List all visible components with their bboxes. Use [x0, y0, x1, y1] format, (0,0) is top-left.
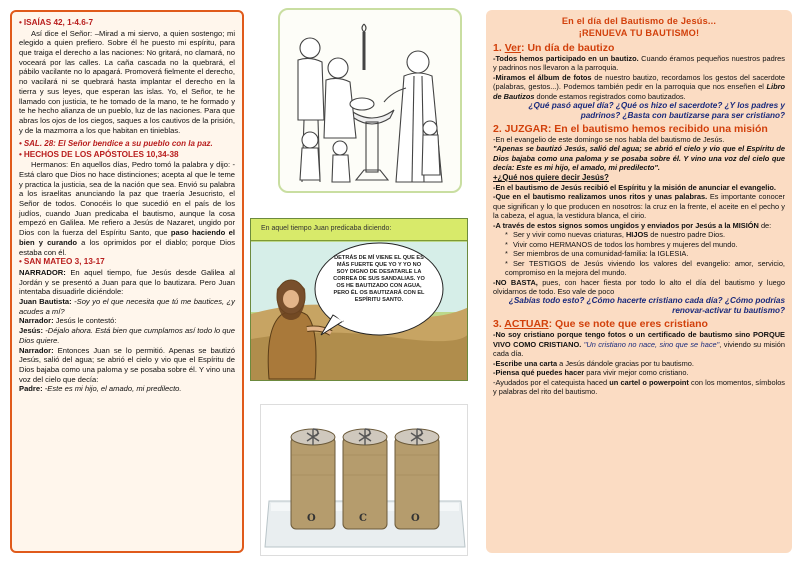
readings-panel	[10, 10, 244, 553]
ver-paragraph-2: -Miramos el álbum de fotos de nuestro bautizo, recordamos los gestos del sacerdote (palabras, gestos...). Podemos también pedir en la parroquia que nos enseñen el Libro de Bautizos donde estamos registrados como bautizados.	[493, 72, 785, 101]
gospel-line-narrador-3: Narrador: Entonces Juan se lo permitió. Apenas se bautizó Jesús, salió del agua; se abrió el cielo y vio que el Espíritu de Dios bajaba como una paloma y se posaba sobre él. Y vino una voz del cielo que decía:	[19, 345, 235, 384]
mission-item-4: * Ser TESTIGOS de Jesús viviendo los valores del evangelio: amor, servicio, compromiso en la mejora del mundo.	[505, 258, 785, 278]
juzgar-subheading: +¿Qué nos quiere decir Jesús?	[493, 172, 609, 182]
salmo-heading: • SAL. 28: El Señor bendice a su pueblo con la paz.	[19, 139, 213, 149]
comic-caption: En aquel tiempo Juan predicaba diciendo:	[251, 219, 467, 241]
mission-item-1: * Ser y vivir como nuevas criaturas, HIJOS de nuestro padre Dios.	[505, 230, 725, 240]
section-juzgar-heading: 2. JUZGAR: En el bautismo hemos recibido una misión	[493, 122, 768, 135]
vessel-label-2: C	[359, 513, 367, 524]
oil-vessels	[261, 405, 468, 556]
actuar-paragraph-1: -No soy cristiano porque tengo fotos o un certificado de bautismo sino PORQUE VIVO COMO CRISTIANO. "Un cristiano no nace, sino que se hace", viviendo su misión cada día.	[493, 330, 785, 359]
hechos-text: Hermanos: En aquellos días, Pedro tomó la palabra y dijo: - Está claro que Dios no hace distinciones; acepta al que le teme y practica la justicia, sea de la nación que sea. Envió su palabra a los israelitas anunciando la paz que traería Jesucristo, el Señor de todos. Conocéis lo que sucedió en el país de los judíos, cuando Juan predicaba el bautismo, aunque la cosa empezó en Galilea. Me refiero a Jesús de Nazaret, ungido por Dios con la fuerza del Espíritu Santo, que paso haciendo el bien y curando a los oprimidos por el diablo; porque Dios estaba con él.	[19, 160, 235, 257]
mission-item-3: * Ser miembros de una comunidad-familia: la IGLESIA.	[505, 249, 689, 259]
gospel-line-narrador: NARRADOR: En aquel tiempo, fue Jesús desde Galilea al Jordán y se presentó a Juan para que lo bautizara. Pero Juan intentaba disuadirle diciéndole:	[19, 267, 235, 297]
speech-bubble-text: DETRÁS DE MÍ VIENE EL QUE ES MÁS FUERTE QUE YO Y YO NO SOY DIGNO DE DESATARLE LA CORREA DE SUS SANDALIAS. YO OS HE BAUTIZADO CON AGUA, PERO ÉL OS BAUTIZARÁ CON EL ESPÍRITU SANTO.	[333, 255, 425, 303]
panel-title: En el día del Bautismo de Jesús... ¡RENUEVA TU BAUTISMO!	[561, 16, 717, 39]
gospel-line-jesus: Jesús: -Déjalo ahora. Está bien que cumplamos así todo lo que Dios quiere.	[19, 326, 235, 345]
actuar-paragraph-2: -Escribe una carta a Jesús dándole gracias por tu bautismo.	[493, 358, 694, 368]
john-baptist-comic	[250, 218, 468, 381]
vessel-label-3: O	[411, 513, 420, 524]
ver-paragraph-1: -Todos hemos participado en un bautizo. Cuando éramos pequeños nuestros padres y padrinos nos llevaron a la parroquia.	[493, 53, 785, 73]
juzgar-paragraph-2: -En el bautismo de Jesús recibió el Espíritu y la misión de anunciar el evangelio.	[493, 182, 776, 192]
vessel-label-1: O	[307, 513, 316, 524]
juzgar-paragraph-5: -NO BASTA, pues, con hacer fiesta por todo lo alto el día del bautismo y luego olvidarnos de todo. Eso vale de poco	[493, 277, 786, 296]
actuar-paragraph-4: -Ayudados por el catequista haced un cartel o powerpoint con los momentos, símbolos y palabras del rito del bautismo.	[493, 377, 786, 397]
juzgar-questions: ¿Sabías todo esto? ¿Cómo hacerte cristiano cada día? ¿Cómo podrías renovar-activar tu bautismo?	[508, 296, 785, 316]
hechos-heading: • HECHOS DE LOS APÓSTOLES 10,34-38	[19, 149, 179, 159]
gospel-line-padre: Padre: -Este es mi hijo, el amado, mi predilecto.	[19, 384, 182, 394]
mission-item-2: * Vivir como HERMANOS de todos los hombres y mujeres del mundo.	[505, 239, 738, 249]
gospel-line-narrador-2: Narrador: Jesús le contestó:	[19, 316, 117, 326]
section-ver-heading: 1. Ver: Un día de bautizo	[493, 41, 615, 54]
juzgar-paragraph-1: -En el evangelio de este domingo se nos habla del bautismo de Jesús.	[493, 135, 725, 144]
actuar-paragraph-3: -Piensa qué puedes hacer para vivir mejor como cristiano.	[493, 368, 689, 378]
isaias-text: Así dice el Señor: –Mirad a mi siervo, a quien sostengo; mi elegido a quien prefiero. Sobre él he puesto mi espíritu, para que traiga el derecho a las naciones: No gritará, no clamará, no voceará por las calles. La caña cascada no la quebrará, el pábilo vacilante no lo apagará. Promoverá fielmente el derecho, no vacilará ni se quebrará hasta implantar el derecho en la tierra y sus leyes, que esperan las islas. Yo, el Señor, te he llamado con justicia, te he tomado de la mano, te he formado y te he hecho alianza de un pueblo, luz de las naciones. Para que abras los ojos de los ciegos, saques a los cautivos de la prisión, y de la mazmorra a los que habitan en tinieblas.	[19, 28, 235, 135]
mateo-heading: • SAN MATEO 3, 13-17	[19, 257, 105, 267]
holy-oils-photo	[260, 404, 468, 556]
catechesis-panel	[486, 10, 792, 553]
baptism-drawing	[280, 10, 462, 193]
gospel-line-juan: Juan Bautista: -Soy yo el que necesita que tú me bautices, ¿y acudes a mí?	[19, 296, 235, 316]
isaias-heading: • ISAÍAS 42, 1-4.6-7	[19, 18, 94, 27]
juzgar-paragraph-3: -Que en el bautismo realizamos unos ritos y unas palabras. Es importante conocer que significan y lo que producen en nosotros: la cruz en la frente, el aceite en el pecho y la cabeza, el agua, la vestidura blanca, el cirio.	[493, 192, 785, 221]
section-actuar-heading: 3. ACTUAR: Que se note que eres cristiano	[493, 318, 708, 331]
baptism-illustration	[278, 8, 462, 193]
juzgar-quote: "Apenas se bautizó Jesús, salió del agua; se abrió el cielo y vio que el Espíritu de Dios bajaba como una paloma y se posaba sobre él. Y vino una voz del cielo que decía: Este es mi hijo, el amado, mi predilecto".	[493, 144, 785, 173]
juzgar-paragraph-4: -A través de estos signos somos ungidos y enviados por Jesús a la MISIÓN de:	[493, 220, 772, 230]
ver-questions: ¿Qué pasó aquel día? ¿Qué os hizo el sacerdote? ¿Y los padres y padrinos? ¿Basta con bautizarse para ser cristiano?	[528, 101, 785, 121]
